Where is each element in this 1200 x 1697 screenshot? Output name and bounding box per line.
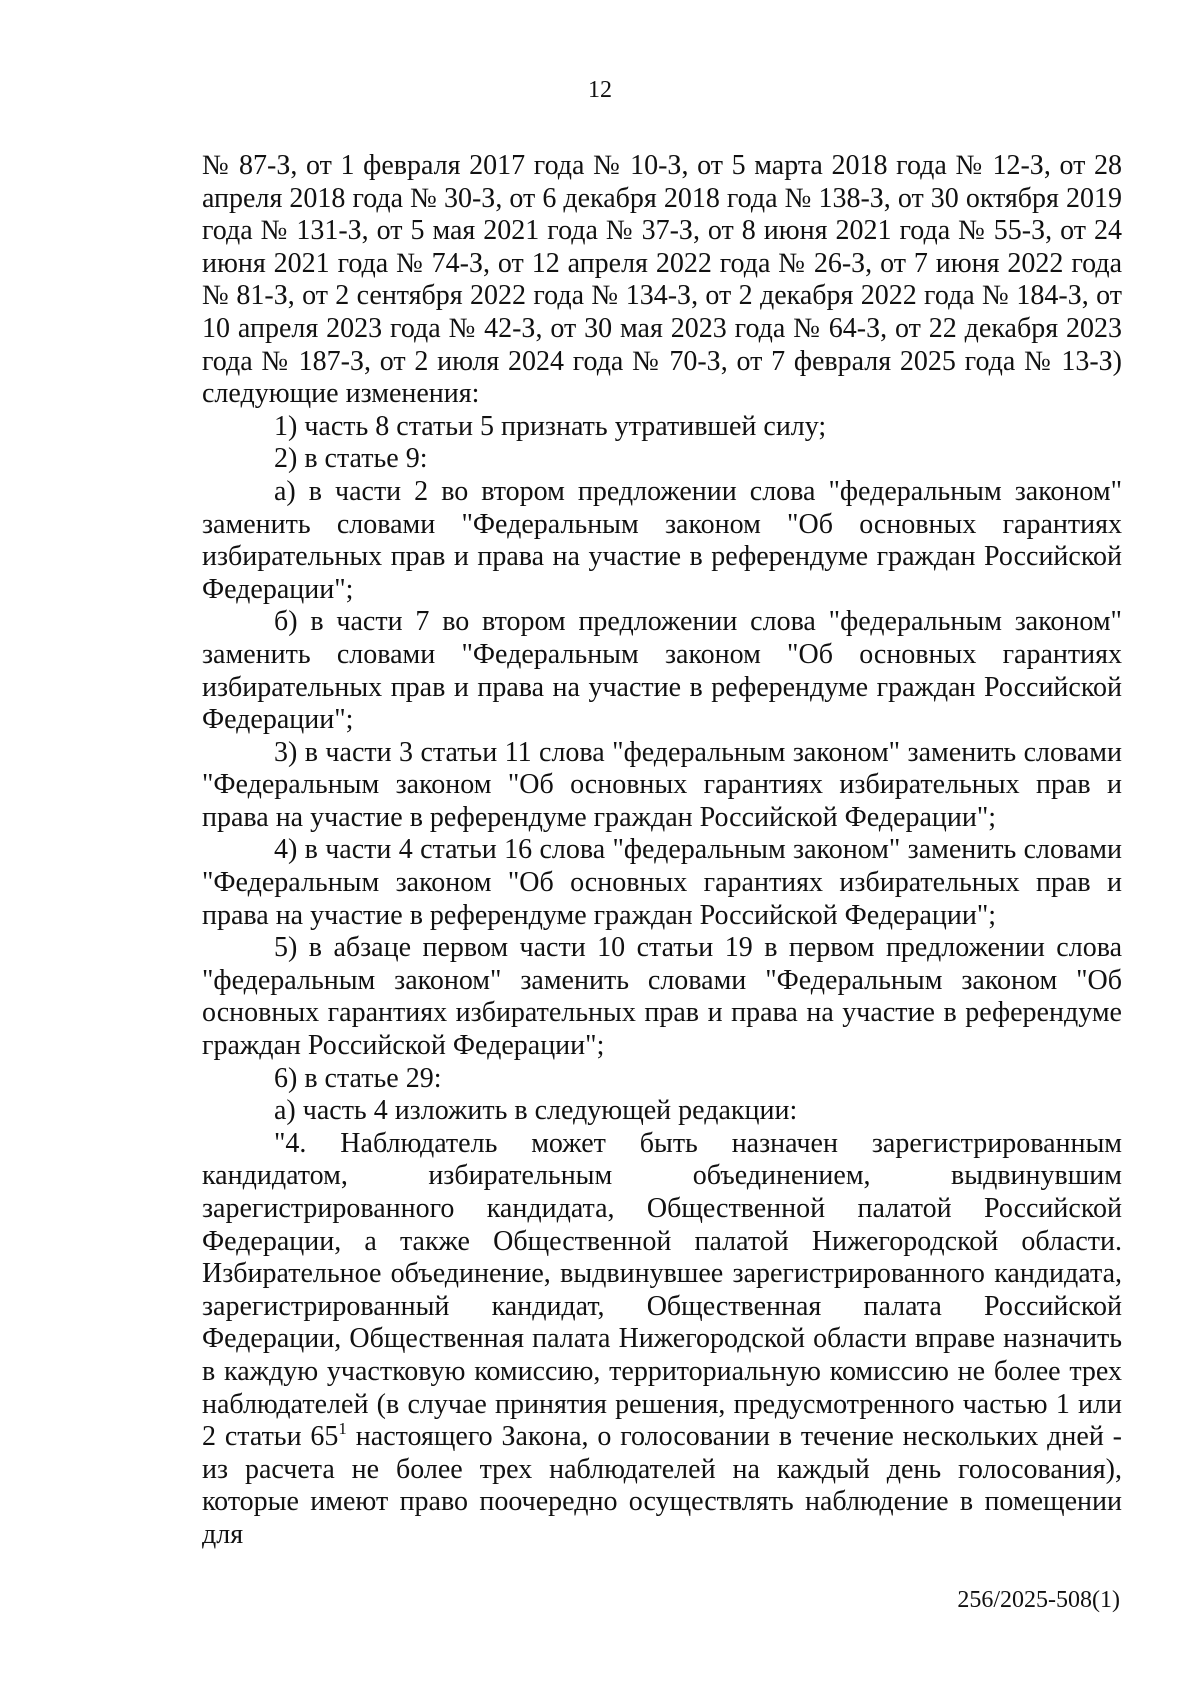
observer-clause-text-before: "4. Наблюдатель может быть назначен зарегистрированным кандидатом, избирательным объединением, выдвинувшим зарегистрированного кандидата, Общественной палатой Российской Федерации, а также Общественной палатой Нижегородской области. Избирательное объединение, выдвинувшее зарегистрированного кандидата, зарегистрированный кандидат, Общественная палата Российской Федерации, Общественная палата Нижегородской области вправе назначить в каждую участковую комиссию, территориальную комиссию не более трех наблюдателей (в случае принятия решения, предусмотренного частью 1 или 2 статьи 65 xyxy=(202,1127,1122,1453)
paragraph-item-6a: а) часть 4 изложить в следующей редакции: xyxy=(274,1095,798,1127)
paragraph-item-2b: б) в части 7 во втором предложении слова "федеральным законом" заменить словами "Федеральным законом "Об основных гарантиях избирательных прав и права на участие в референдуме граждан Российской Федерации"; xyxy=(202,606,1122,736)
paragraph-item-2: 2) в статье 9: xyxy=(274,443,428,475)
document-body xyxy=(202,150,1122,1552)
paragraph-amendments-list: № 87-З, от 1 февраля 2017 года № 10-З, от 5 марта 2018 года № 12-З, от 28 апреля 2018 года № 30-З, от 6 декабря 2018 года № 138-З, от 30 октября 2019 года № 131-З, от 5 мая 2021 года № 37-З, от 8 июня 2021 года № 55-З, от 24 июня 2021 года № 74-З, от 12 апреля 2022 года № 26-З, от 7 июня 2022 года № 81-З, от 2 сентября 2022 года № 134-З, от 2 декабря 2022 года № 184-З, от 10 апреля 2023 года № 42-З, от 30 мая 2023 года № 64-З, от 22 декабря 2023 года № 187-З, от 2 июля 2024 года № 70-З, от 7 февраля 2025 года № 13-З) следующие изменения: xyxy=(202,150,1122,410)
paragraph-item-3: 3) в части 3 статьи 11 слова "федеральным законом" заменить словами "Федеральным законом "Об основных гарантиях избирательных прав и права на участие в референдуме граждан Российской Федерации"; xyxy=(202,736,1122,833)
paragraph-item-6: 6) в статье 29: xyxy=(274,1062,442,1094)
article-superscript: 1 xyxy=(338,1419,347,1439)
document-registration-code: 256/2025-508(1) xyxy=(957,1587,1120,1613)
observer-clause-text-after: настоящего Закона, о голосовании в течение нескольких дней - из расчета не более трех наблюдателей на каждый день голосования), которые имеют право поочередно осуществлять наблюдение в помещении для xyxy=(202,1421,1122,1550)
paragraph-observer-clause xyxy=(202,1128,1122,1552)
paragraph-item-5: 5) в абзаце первом части 10 статьи 19 в первом предложении слова "федеральным законом" заменить словами "Федеральным законом "Об основных гарантиях избирательных прав и права на участие в референдуме граждан Российской Федерации"; xyxy=(202,932,1122,1062)
paragraph-item-4: 4) в части 4 статьи 16 слова "федеральным законом" заменить словами "Федеральным законом "Об основных гарантиях избирательных прав и права на участие в референдуме граждан Российской Федерации"; xyxy=(202,834,1122,931)
page-number: 12 xyxy=(588,77,612,103)
paragraph-item-2a: а) в части 2 во втором предложении слова "федеральным законом" заменить словами "Федеральным законом "Об основных гарантиях избирательных прав и права на участие в референдуме граждан Российской Федерации"; xyxy=(202,475,1122,605)
paragraph-item-1: 1) часть 8 статьи 5 признать утратившей силу; xyxy=(274,410,827,442)
